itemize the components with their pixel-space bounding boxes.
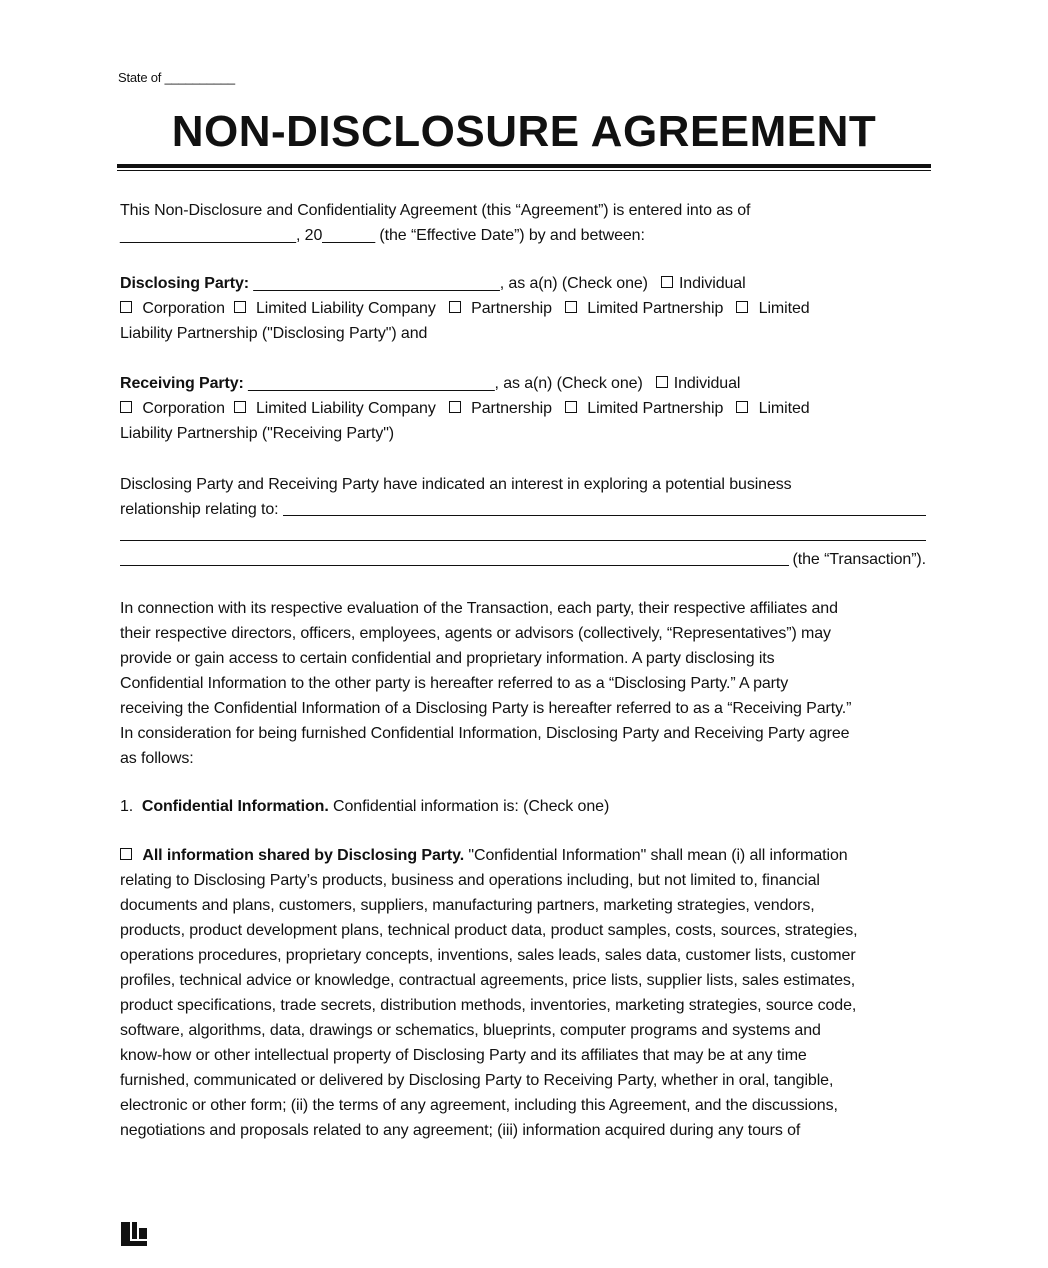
connection-line: Confidential Information to the other party is hereafter referred to as a “Disclosing Party.” A party bbox=[120, 675, 789, 692]
receiving-party-name-blank[interactable]: ____________________________ bbox=[243, 375, 495, 392]
all-information-checkbox[interactable] bbox=[120, 848, 132, 860]
receiving-partnership-label: Partnership bbox=[471, 400, 552, 417]
all-information-paragraph bbox=[120, 843, 926, 1143]
receiving-llp-label: Limited bbox=[758, 400, 810, 417]
disclosing-llp-label: Limited bbox=[758, 300, 810, 317]
transaction-line-3 bbox=[120, 522, 926, 547]
connection-line: provide or gain access to certain confidential and proprietary information. A party disclosing its bbox=[120, 650, 775, 667]
disclosing-corporation-checkbox[interactable] bbox=[120, 301, 132, 313]
disclosing-as-text: , as a(n) (Check one) bbox=[499, 275, 648, 292]
receiving-line-1 bbox=[120, 371, 926, 396]
state-label: State of bbox=[118, 70, 162, 85]
disclosing-party-name-blank[interactable]: ____________________________ bbox=[249, 275, 500, 292]
receiving-corporation-checkbox[interactable] bbox=[120, 401, 132, 413]
all-info-line: negotiations and proposals related to any agreement; (iii) information acquired during any tours of bbox=[120, 1122, 801, 1139]
all-info-line: know-how or other intellectual property of Disclosing Party and its affiliates that may be at any time bbox=[120, 1047, 807, 1064]
connection-paragraph bbox=[120, 596, 926, 771]
state-blank[interactable]: __________ bbox=[164, 70, 235, 85]
intro-line-2 bbox=[120, 223, 926, 248]
section-number: 1. bbox=[120, 798, 134, 815]
transaction-block bbox=[120, 472, 926, 572]
document-title: NON-DISCLOSURE AGREEMENT bbox=[171, 107, 877, 156]
transaction-suffix: (the “Transaction”). bbox=[792, 551, 926, 568]
all-info-line: documents and plans, customers, suppliers, manufacturing partners, marketing strategies, vendors, bbox=[120, 897, 815, 914]
transaction-description-blank-3[interactable] bbox=[120, 565, 789, 566]
all-info-line: products, product development plans, technical product data, product samples, costs, sources, strategies, bbox=[120, 922, 858, 939]
intro-line-1: This Non-Disclosure and Confidentiality Agreement (this “Agreement”) is entered into as of bbox=[120, 202, 751, 219]
transaction-description-blank-1[interactable] bbox=[283, 515, 927, 516]
brand-logo-icon bbox=[121, 1222, 147, 1248]
receiving-lp-label: Limited Partnership bbox=[587, 400, 724, 417]
disclosing-line-2 bbox=[120, 296, 926, 321]
effective-date-blank[interactable]: ____________________ bbox=[120, 227, 296, 244]
title-rule bbox=[117, 164, 931, 168]
transaction-line-2-prefix: relationship relating to: bbox=[120, 501, 279, 518]
disclosing-party-block bbox=[120, 271, 926, 346]
receiving-individual-label: Individual bbox=[673, 375, 741, 392]
disclosing-individual-checkbox[interactable] bbox=[661, 276, 673, 288]
transaction-line-1: Disclosing Party and Receiving Party have indicated an interest in exploring a potential business bbox=[120, 476, 792, 493]
all-info-first-line bbox=[120, 843, 926, 868]
all-info-line: profiles, technical advice or knowledge, contractual agreements, price lists, supplier lists, sales estimates, bbox=[120, 972, 856, 989]
disclosing-lp-label: Limited Partnership bbox=[587, 300, 724, 317]
all-info-line: software, algorithms, data, drawings or schematics, blueprints, computer programs and systems and bbox=[120, 1022, 821, 1039]
disclosing-line-1 bbox=[120, 271, 926, 296]
receiving-llc-checkbox[interactable] bbox=[234, 401, 246, 413]
all-information-heading: All information shared by Disclosing Party. bbox=[142, 847, 465, 864]
transaction-line-2 bbox=[120, 497, 926, 522]
receiving-partnership-checkbox[interactable] bbox=[449, 401, 461, 413]
disclosing-partnership-checkbox[interactable] bbox=[449, 301, 461, 313]
receiving-llc-label: Limited Liability Company bbox=[255, 400, 436, 417]
effective-date-label: (the “Effective Date”) by and between: bbox=[375, 227, 645, 244]
receiving-individual-checkbox[interactable] bbox=[656, 376, 668, 388]
connection-line: as follows: bbox=[120, 750, 194, 767]
all-info-line: electronic or other form; (ii) the terms of any agreement, including this Agreement, and the discussions, bbox=[120, 1097, 838, 1114]
disclosing-llc-label: Limited Liability Company bbox=[255, 300, 436, 317]
connection-line: In connection with its respective evaluation of the Transaction, each party, their respective affiliates and bbox=[120, 600, 838, 617]
connection-line: receiving the Confidential Information of a Disclosing Party is hereafter referred to as a “Receiving Party.” bbox=[120, 700, 852, 717]
receiving-as-text: , as a(n) (Check one) bbox=[494, 375, 643, 392]
year-prefix: , 20 bbox=[295, 227, 323, 244]
intro-paragraph bbox=[120, 198, 926, 248]
disclosing-partnership-label: Partnership bbox=[471, 300, 552, 317]
receiving-lp-checkbox[interactable] bbox=[565, 401, 577, 413]
disclosing-individual-label: Individual bbox=[678, 275, 746, 292]
transaction-line-4 bbox=[120, 547, 926, 572]
disclosing-lp-checkbox[interactable] bbox=[565, 301, 577, 313]
all-information-first-line-text: "Confidential Information" shall mean (i) all information bbox=[464, 847, 848, 864]
connection-line: In consideration for being furnished Confidential Information, Disclosing Party and Receiving Party agree bbox=[120, 725, 850, 742]
disclosing-llc-checkbox[interactable] bbox=[234, 301, 246, 313]
all-info-line: operations procedures, proprietary concepts, inventions, sales leads, sales data, customer lists, customer bbox=[120, 947, 856, 964]
receiving-line-3: Liability Partnership ("Receiving Party") bbox=[120, 425, 395, 442]
connection-line: their respective directors, officers, employees, agents or advisors (collectively, “Representatives”) may bbox=[120, 625, 831, 642]
all-info-line: furnished, communicated or delivered by Disclosing Party to Receiving Party, whether in oral, tangible, bbox=[120, 1072, 834, 1089]
disclosing-llp-checkbox[interactable] bbox=[736, 301, 748, 313]
all-info-line: product specifications, trade secrets, distribution methods, inventories, marketing strategies, source code, bbox=[120, 997, 857, 1014]
receiving-llp-checkbox[interactable] bbox=[736, 401, 748, 413]
transaction-description-blank-2[interactable] bbox=[120, 540, 926, 541]
section-intro-text: Confidential information is: (Check one) bbox=[328, 798, 610, 815]
disclosing-line-3: Liability Partnership ("Disclosing Party") and bbox=[120, 325, 428, 342]
receiving-party-block bbox=[120, 371, 926, 446]
disclosing-corporation-label: Corporation bbox=[142, 300, 225, 317]
all-info-line: relating to Disclosing Party’s products, business and operations including, but not limited to, financial bbox=[120, 872, 820, 889]
receiving-corporation-label: Corporation bbox=[142, 400, 225, 417]
receiving-party-label: Receiving Party: bbox=[120, 375, 244, 392]
disclosing-party-label: Disclosing Party: bbox=[120, 275, 250, 292]
section-title: Confidential Information. bbox=[141, 798, 329, 815]
receiving-line-2 bbox=[120, 396, 926, 421]
section-1-heading bbox=[120, 794, 926, 819]
year-blank[interactable]: ______ bbox=[322, 227, 376, 244]
state-line bbox=[118, 70, 235, 85]
title-rule-thin bbox=[117, 170, 931, 171]
